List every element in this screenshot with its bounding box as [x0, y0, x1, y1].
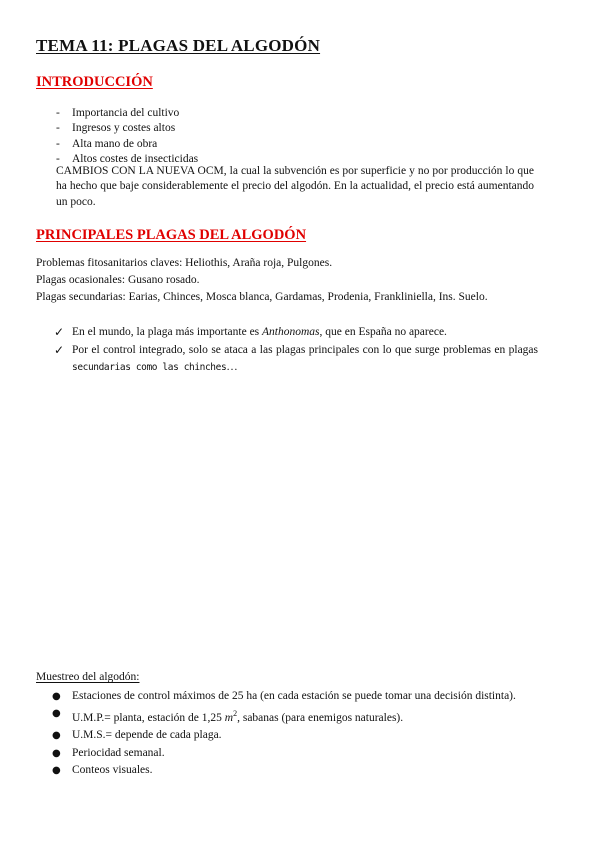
styled-text: secundarias como las chinches [72, 362, 227, 373]
ocm-paragraph: CAMBIOS CON LA NUEVA OCM, la cual la subvención es por superficie y no por producción lo que ha hecho que baje considerablemente el precio del algodón. En la actualidad, el precio está aumentando un poco. [56, 165, 534, 208]
dash-bullet: - [56, 122, 60, 135]
list-item-text: Importancia del cultivo [72, 107, 180, 119]
check-item-text: Por el control integrado, solo se ataca a las plagas principales con lo que surge problemas en plagas secundarias como las chinches… [72, 343, 538, 373]
plagas-ocasionales-line: Plagas ocasionales: Gusano rosado. [36, 274, 200, 286]
bullet-icon: ● [52, 708, 61, 720]
plagas-secundarias-line: Plagas secundarias: Earias, Chinces, Mosca blanca, Gardamas, Prodenia, Frankliniella, Ins. Suelo. [36, 291, 488, 303]
dash-bullet: - [56, 107, 60, 119]
math-exponent: 2 [233, 709, 238, 719]
list-item [56, 121, 526, 136]
bullet-icon: ● [52, 691, 61, 702]
bullet-icon: ● [52, 747, 61, 759]
list-item [56, 106, 526, 121]
plagas-heading: PRINCIPALES PLAGAS DEL ALGODÓN [36, 227, 307, 243]
check-item [54, 324, 538, 342]
checkmark-icon: ✓ [54, 342, 65, 357]
list-item-text: Conteos visuales. [72, 764, 153, 777]
document-title: TEMA 11: PLAGAS DEL ALGODÓN [36, 36, 321, 55]
bullet-icon: ● [52, 765, 61, 777]
muestreo-heading: Muestreo del algodón: [36, 671, 140, 683]
check-list [54, 324, 538, 377]
list-item [52, 727, 538, 744]
dash-bullet: - [56, 152, 60, 165]
checkmark-icon: ✓ [54, 325, 65, 339]
dash-bullet: - [56, 137, 60, 150]
list-item-text: Estaciones de control máximos de 25 ha (en cada estación se puede tomar una decisión distinta). [72, 690, 516, 702]
math-unit: m [224, 712, 234, 725]
italic-species-name: Anthonomas [262, 326, 320, 338]
list-item [52, 762, 538, 779]
plagas-claves-line: Problemas fitosanitarios claves: Heliothis, Araña roja, Pulgones. [36, 257, 333, 269]
list-item-text: U.M.P.= planta, estación de 1,25 $m^2$, sabanas (para enemigos naturales). [72, 709, 404, 725]
check-item-text: En el mundo, la plaga más importante es Anthonomas, que en España no aparece. [72, 326, 447, 338]
bullet-icon: ● [52, 730, 61, 742]
list-item [52, 688, 538, 705]
muestreo-list [52, 688, 538, 779]
list-item [52, 705, 538, 727]
list-item-text: Ingresos y costes altos [72, 122, 176, 135]
check-item [54, 342, 538, 377]
list-item-text: Alta mano de obra [72, 137, 158, 150]
list-item-text: U.M.S.= depende de cada plaga. [72, 729, 222, 742]
intro-heading: INTRODUCCIÓN [36, 74, 153, 90]
list-item-text: Altos costes de insecticidas [72, 152, 199, 165]
list-item [56, 137, 526, 152]
list-item-text: Periocidad semanal. [72, 746, 165, 759]
intro-list [56, 106, 526, 167]
list-item [52, 745, 538, 762]
